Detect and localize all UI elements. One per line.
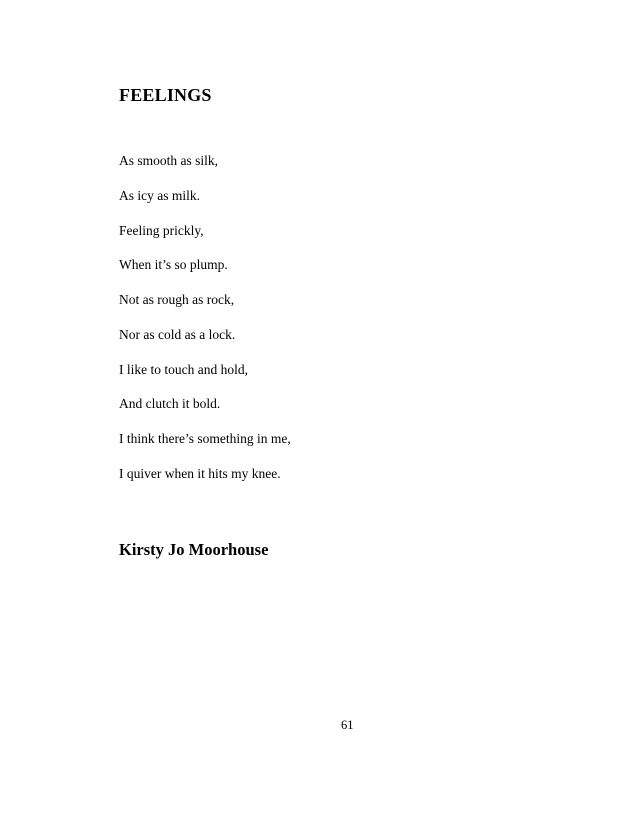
page-number: 61: [341, 718, 354, 732]
poem-line: Feeling prickly,: [119, 223, 204, 238]
poem-line: Nor as cold as a lock.: [119, 327, 236, 342]
poem-author: Kirsty Jo Moorhouse: [119, 540, 269, 559]
poem-line: As icy as milk.: [119, 188, 200, 203]
poem-line: I like to touch and hold,: [119, 362, 248, 377]
poem-line: As smooth as silk,: [119, 153, 219, 168]
poem-line: Not as rough as rock,: [119, 292, 235, 307]
poem-line: I think there’s something in me,: [119, 431, 291, 446]
poem-line: I quiver when it hits my knee.: [119, 466, 281, 481]
poem-line: And clutch it bold.: [119, 396, 221, 411]
poem-title: FEELINGS: [119, 85, 212, 105]
poem-line: When it’s so plump.: [119, 257, 228, 272]
